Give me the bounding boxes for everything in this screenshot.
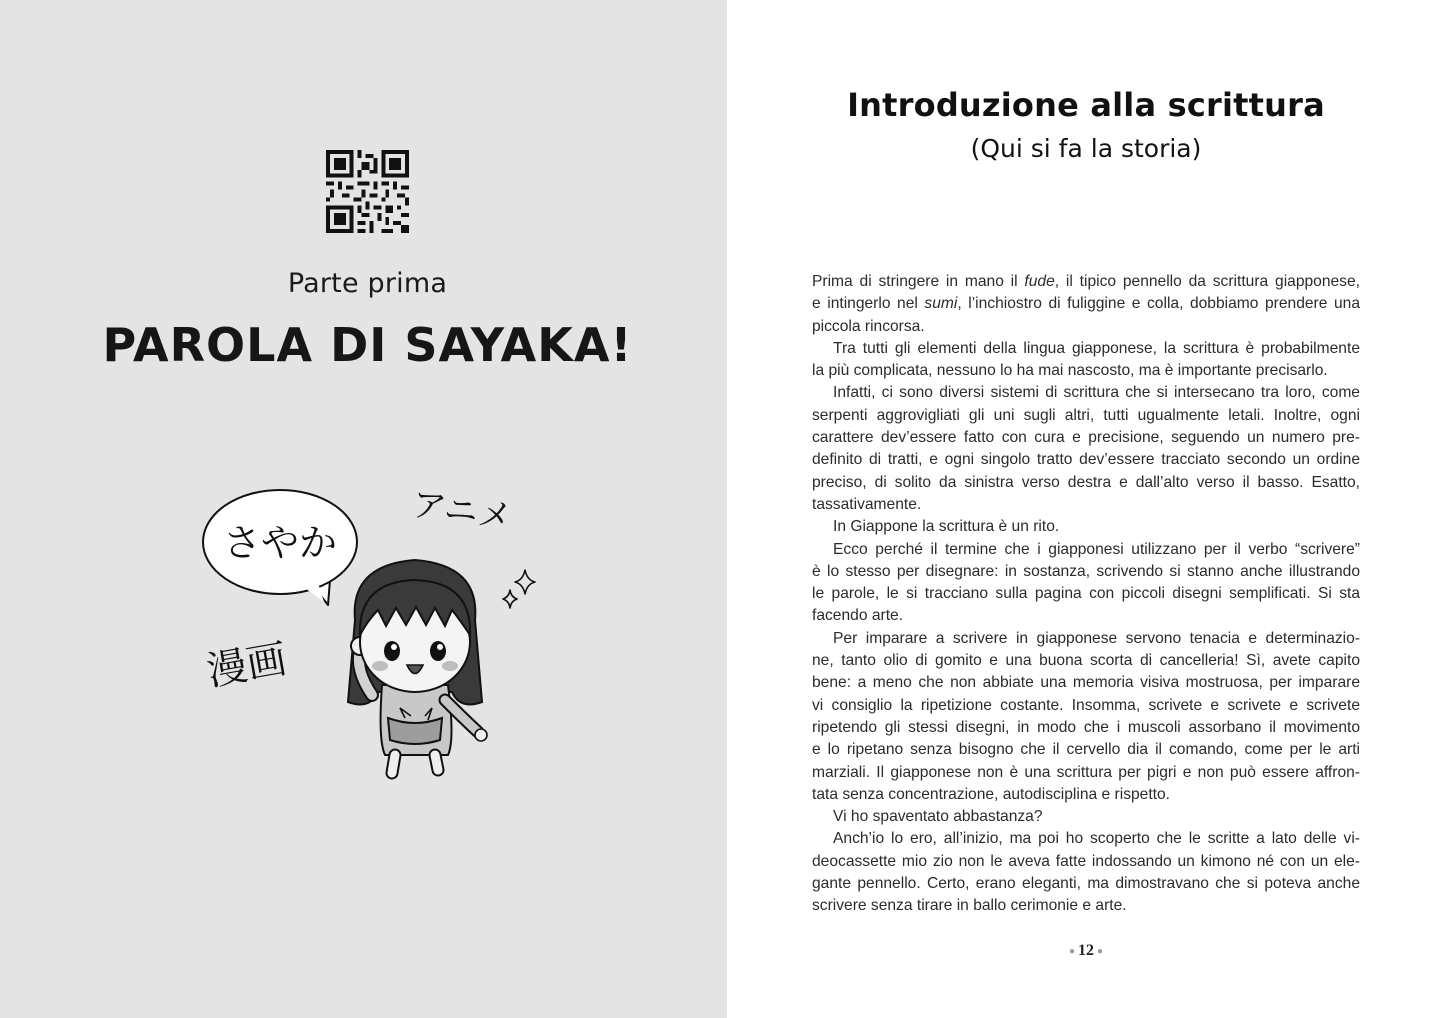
text-line: scrivere senza tirare in ballo cerimonie e arte. — [812, 897, 1127, 915]
body-text — [812, 271, 1360, 918]
part-title: PAROLA DI SAYAKA! — [102, 318, 633, 372]
text-line: ne, tanto olio di gomito e una buona scorta di cancelleria! Sì, avete capito — [812, 652, 1360, 670]
emphasized-term: fude — [1024, 273, 1055, 290]
text-line: Tra tutti gli elementi della lingua giapponese, la scrittura è probabilmente — [833, 339, 1360, 357]
text-line: carattere dev’essere fatto con cura e precisione, seguendo un numero pre- — [812, 429, 1360, 447]
text-line: deocassette mio zio non le aveva fatte indossando un kimono né con un ele- — [812, 852, 1360, 870]
character — [348, 560, 487, 773]
text-line: Infatti, ci sono diversi sistemi di scrittura che si intersecano tra loro, come — [833, 384, 1360, 402]
chapter-subtitle: (Qui si fa la storia) — [970, 134, 1202, 163]
text-line: ripetendo gli stessi disegni, in modo che i muscoli assorbano il movimento — [812, 718, 1360, 736]
text-line: vi consiglio la ripetizione costante. Insomma, scrivete e scrivete e scrivete — [812, 696, 1360, 714]
text-line: tassativamente. — [812, 495, 922, 513]
text-line: Ecco perché il termine che i giapponesi utilizzano per il verbo “scrivere” — [833, 540, 1360, 558]
text-line: gante pennello. Certo, erano eleganti, ma dimostravano che si poteva anche — [812, 875, 1360, 893]
text-line: piccola rincorsa. — [812, 317, 925, 335]
text-line: e intingerlo nel sumi, l’inchiostro di fuliggine e colla, dobbiamo prendere una — [812, 295, 1360, 313]
text-line: preciso, di solito da sinistra verso destra e dall’alto verso il basso. Esatto, — [812, 473, 1360, 491]
text-line: Vi ho spaventato abbastanza? — [833, 808, 1043, 826]
page-number-right-dot: ● — [1097, 945, 1104, 957]
text-line: bene: a meno che non abbiate una memoria visiva mostruosa, per imparare — [812, 674, 1360, 692]
text-line: Prima di stringere in mano il fude, il tipico pennello da scrittura giapponese, — [812, 273, 1360, 290]
anime-text: アニメ — [409, 484, 515, 539]
text-line: le parole, le si tracciano sulla pagina con piccoli disegni semplificati. Si sta — [812, 585, 1360, 603]
chapter-title: Introduzione alla scrittura — [847, 86, 1325, 124]
text-line: definito di tratti, e ogni singolo tratto dev’essere tracciato secondo un ordine — [812, 451, 1360, 469]
text-line: facendo arte. — [812, 607, 904, 625]
chibi-girl-waving-icon — [190, 470, 560, 790]
emphasized-term: sumi — [924, 295, 958, 313]
manga-text: 漫画 — [203, 636, 291, 696]
text-line: serpenti aggrovigliati gli uni sugli altri, tutti ugualmente letali. Inoltre, ogni — [812, 406, 1360, 424]
text-line: marziali. Il giapponese non è una scrittura per pigri e non può essere affron- — [812, 763, 1360, 781]
qr-code-icon — [326, 150, 409, 233]
text-line: la più complicata, nessuno lo ha mai nascosto, ma è importante precisarlo. — [812, 362, 1328, 380]
page-number — [727, 942, 1445, 960]
part-label: Parte prima — [287, 268, 448, 299]
sparkle-icon — [503, 570, 535, 608]
page-number-left-dot: ● — [1068, 945, 1075, 957]
text-line: e lo ripetano senza bisogno che il cervello dia il comando, come per le arti — [812, 741, 1360, 759]
text-line: è lo stesso per disegnare: in sostanza, scrivendo si stanno anche illustrando — [812, 562, 1360, 580]
text-line: In Giappone la scrittura è un rito. — [833, 518, 1060, 536]
page-number-value: 12 — [1078, 942, 1094, 959]
text-line: tata senza concentrazione, autodisciplina e rispetto. — [812, 785, 1171, 803]
right-page — [727, 0, 1445, 1018]
text-line: Anch’io lo ero, all’inizio, ma poi ho scoperto che le scritte a lato delle vi- — [833, 830, 1360, 848]
speech-bubble-text: さやか — [222, 521, 338, 565]
text-line: Per imparare a scrivere in giapponese servono tenacia e determinazio- — [833, 629, 1360, 647]
